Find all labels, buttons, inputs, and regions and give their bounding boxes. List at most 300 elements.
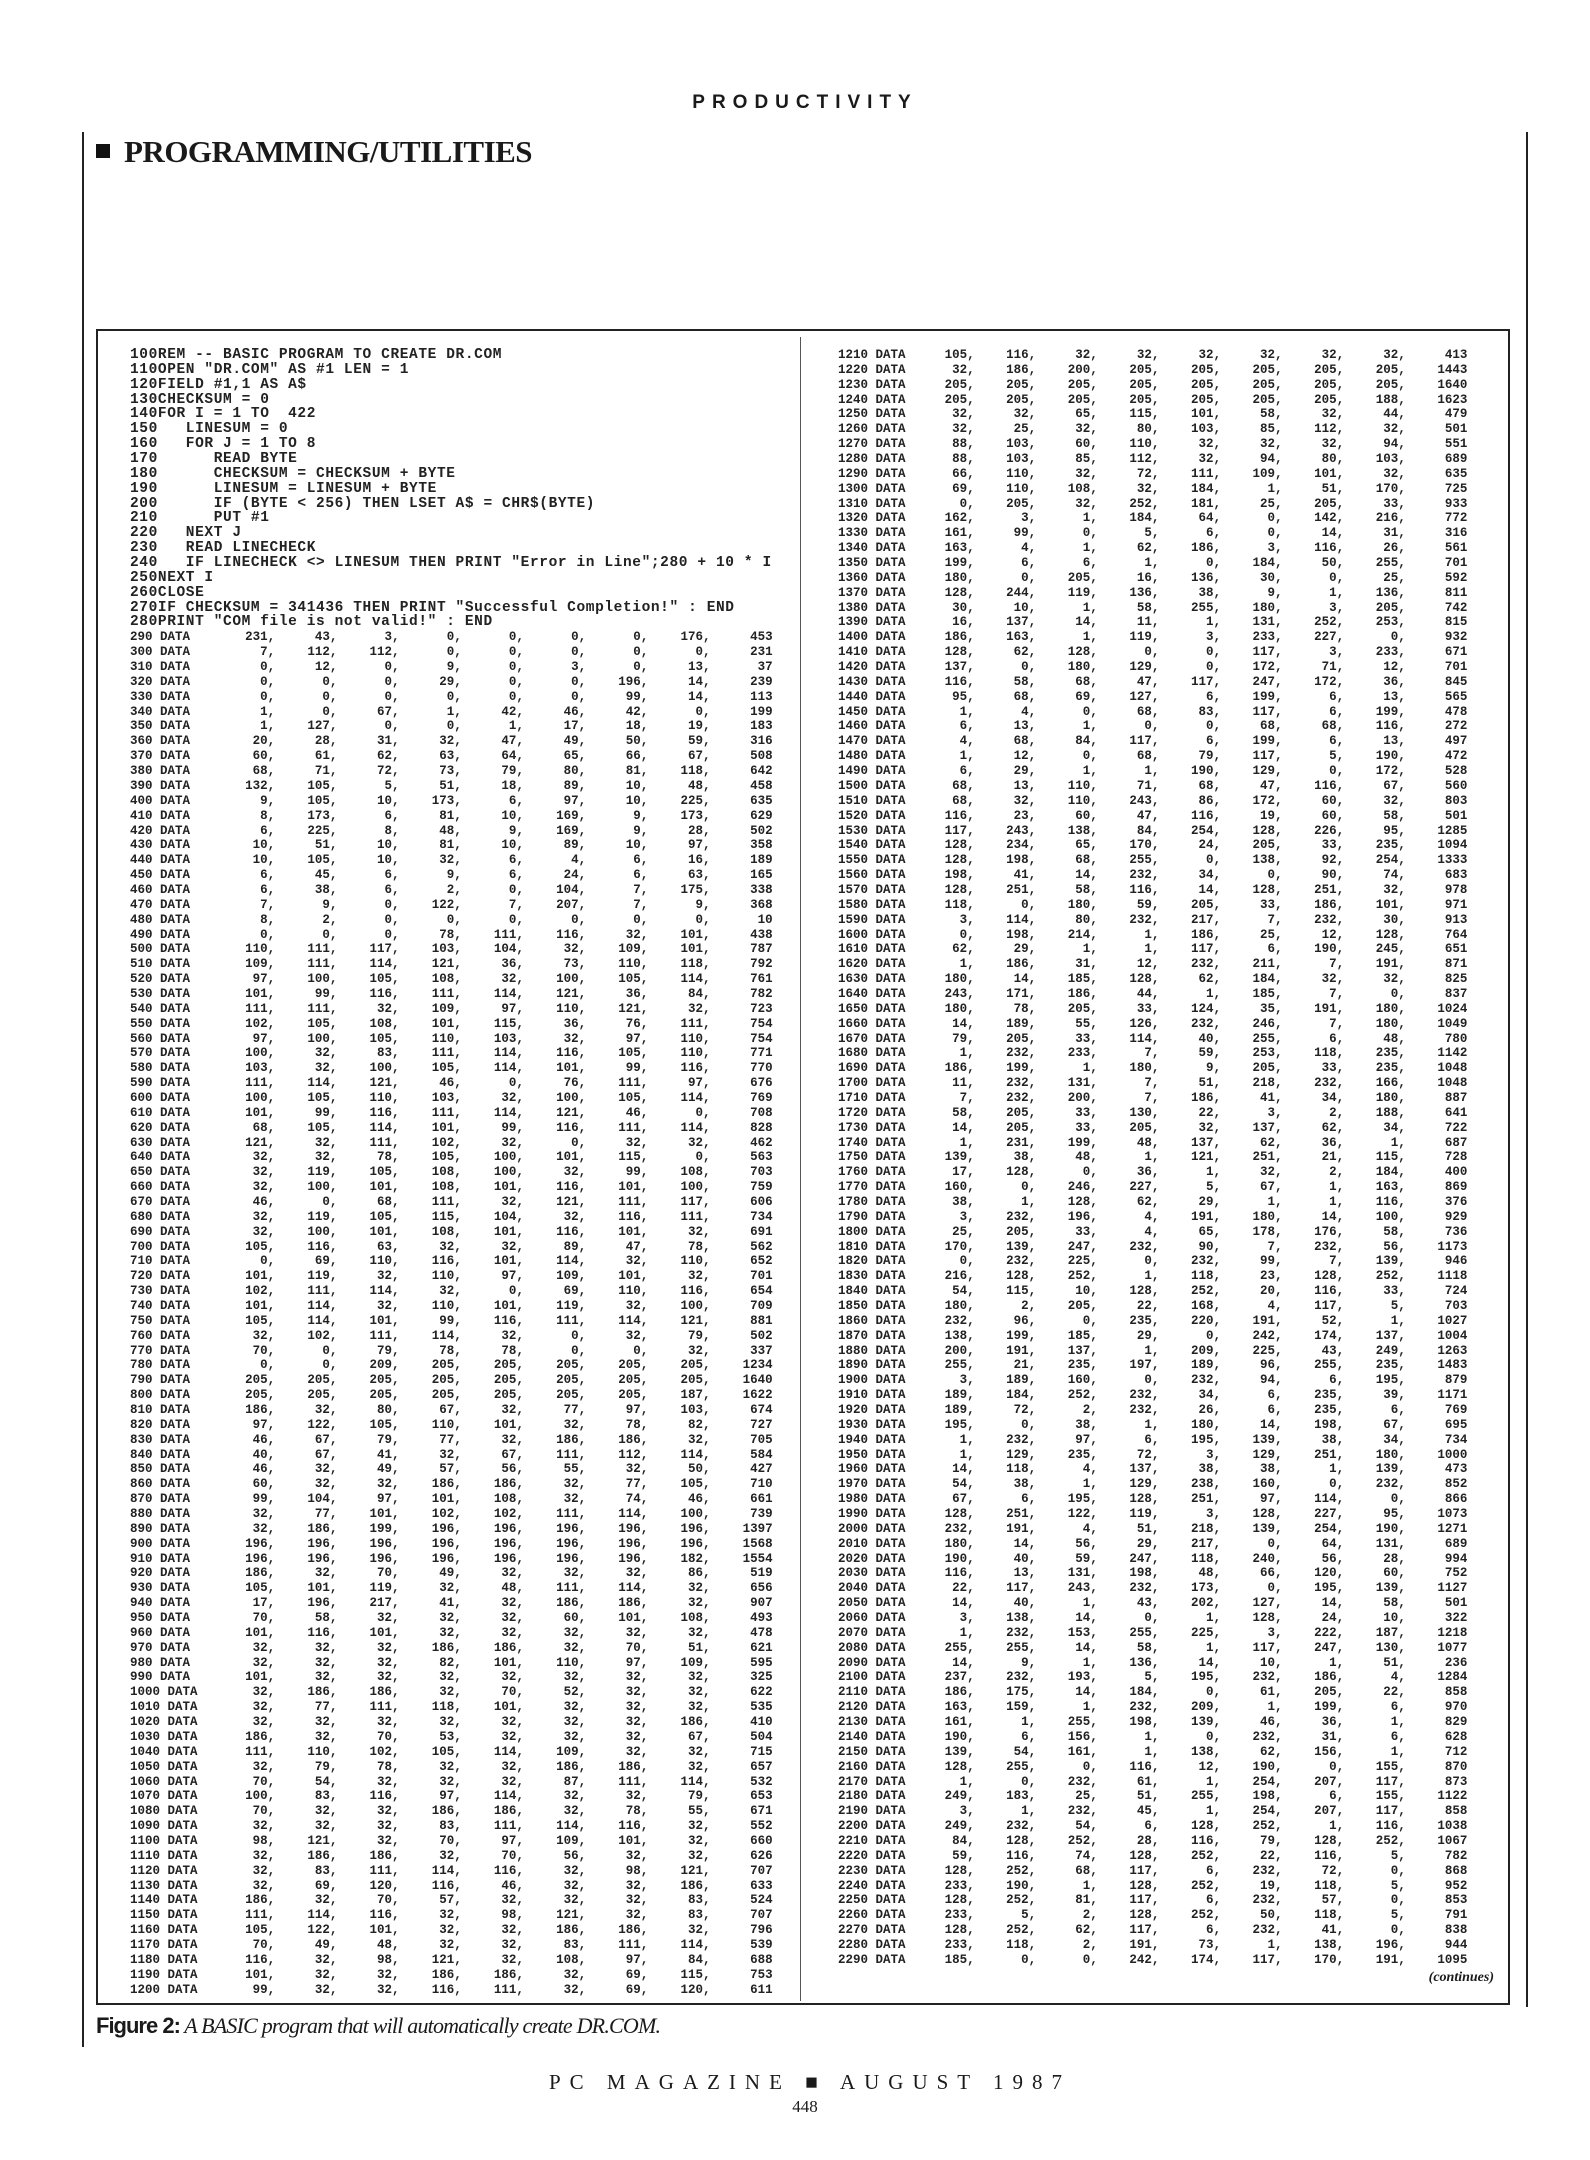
data-byte: 32 , — [213, 1819, 275, 1834]
data-line — [838, 1908, 1508, 1923]
data-line — [130, 1269, 790, 1284]
data-keyword: DATA — [875, 823, 906, 838]
data-keyword: DATA — [167, 1878, 198, 1893]
data-byte: 246 , — [1221, 1017, 1283, 1032]
data-byte: 70 , — [337, 1893, 399, 1908]
data-line — [838, 1537, 1508, 1552]
data-byte: 1 , — [1098, 556, 1160, 571]
data-line — [838, 1581, 1508, 1596]
data-byte: 180 , — [1159, 1418, 1221, 1433]
data-byte: 68 , — [1098, 749, 1160, 764]
data-byte: 6 , — [1283, 734, 1345, 749]
data-byte: 74 , — [1036, 1849, 1098, 1864]
data-byte: 116 , — [586, 1210, 648, 1225]
data-keyword: DATA — [875, 838, 906, 853]
line-checksum: 782 — [1444, 1848, 1468, 1863]
data-byte: 32 , — [524, 1477, 586, 1492]
data-byte: 205 , — [975, 1225, 1037, 1240]
line-checksum: 528 — [1444, 764, 1468, 779]
data-keyword: DATA — [160, 1432, 191, 1447]
data-byte: 32 , — [1283, 407, 1345, 422]
data-byte: 97 , — [586, 1656, 648, 1671]
line-prefix — [130, 1418, 213, 1433]
data-byte: 68 , — [337, 1195, 399, 1210]
line-checksum: 565 — [1444, 689, 1468, 704]
data-line — [838, 1477, 1508, 1492]
data-byte: 104 , — [524, 883, 586, 898]
data-byte: 14 , — [1283, 526, 1345, 541]
data-byte: 0 , — [1036, 749, 1098, 764]
column-divider — [800, 337, 801, 2001]
data-byte: 76 , — [586, 1017, 648, 1032]
data-byte: 101 , — [213, 1299, 275, 1314]
data-keyword: DATA — [160, 674, 191, 689]
data-byte: 220 , — [1159, 1314, 1221, 1329]
line-number: 1260 — [838, 422, 869, 437]
data-byte: 111 , — [400, 987, 462, 1002]
data-byte: 58 , — [1098, 601, 1160, 616]
line-number: 890 — [130, 1521, 153, 1536]
data-byte: 172 , — [1344, 764, 1406, 779]
data-keyword: DATA — [875, 1833, 906, 1848]
line-checksum: 606 — [750, 1194, 773, 1209]
data-byte: 102 , — [400, 1507, 462, 1522]
data-byte: 7 , — [1283, 1017, 1345, 1032]
data-byte: 120 , — [648, 1983, 710, 1998]
line-prefix — [838, 1210, 913, 1225]
code-text: READ LINECHECK — [157, 540, 317, 557]
data-byte: 199 , — [913, 556, 975, 571]
data-byte: 209 , — [1159, 1344, 1221, 1359]
line-checksum: 316 — [750, 734, 773, 749]
data-byte: 54 , — [275, 1775, 337, 1790]
line-prefix — [130, 690, 213, 705]
data-line — [838, 1804, 1508, 1819]
data-byte: 101 , — [1159, 407, 1221, 422]
data-line — [130, 1745, 790, 1760]
data-byte: 0 , — [524, 1329, 586, 1344]
line-prefix — [130, 1656, 213, 1671]
data-byte: 184 , — [1221, 556, 1283, 571]
line-prefix — [130, 645, 213, 660]
line-number: 1560 — [838, 868, 869, 883]
data-line — [130, 1388, 790, 1403]
data-keyword: DATA — [160, 1001, 191, 1016]
data-byte: 112 , — [1283, 422, 1345, 437]
data-byte: 44 , — [1098, 987, 1160, 1002]
line-prefix — [838, 913, 913, 928]
data-byte: 128 , — [913, 586, 975, 601]
line-prefix — [130, 1953, 213, 1968]
data-byte: 110 , — [213, 942, 275, 957]
line-number: 290 — [130, 630, 153, 645]
data-byte: 2 , — [400, 883, 462, 898]
data-byte: 0 , — [524, 1136, 586, 1151]
data-byte: 103 , — [462, 1032, 524, 1047]
line-checksum: 1285 — [1437, 823, 1468, 838]
data-byte: 62 , — [975, 645, 1037, 660]
data-byte: 2 , — [975, 1299, 1037, 1314]
data-byte: 32 , — [1344, 794, 1406, 809]
data-byte: 119 , — [275, 1210, 337, 1225]
data-keyword: DATA — [167, 1848, 198, 1863]
data-keyword: DATA — [875, 1209, 906, 1224]
line-number: 1640 — [838, 986, 869, 1001]
line-number: 1810 — [838, 1239, 869, 1254]
data-byte: 205 , — [213, 1373, 275, 1388]
data-byte: 5 , — [1344, 1908, 1406, 1923]
data-byte: 70 , — [400, 1834, 462, 1849]
data-byte: 32 , — [648, 1700, 710, 1715]
data-byte: 32 , — [1159, 348, 1221, 363]
data-byte: 97 , — [524, 794, 586, 809]
data-byte: 49 , — [400, 1566, 462, 1581]
data-byte: 198 , — [913, 868, 975, 883]
line-checksum: 524 — [750, 1893, 773, 1908]
data-byte: 65 , — [1036, 838, 1098, 853]
data-byte: 114 , — [1098, 1032, 1160, 1047]
data-byte: 183 , — [975, 1789, 1037, 1804]
data-byte: 7 , — [462, 898, 524, 913]
data-byte: 196 , — [462, 1552, 524, 1567]
data-byte: 186 , — [648, 1879, 710, 1894]
data-byte: 105 , — [337, 1418, 399, 1433]
line-number: 1550 — [838, 853, 869, 868]
line-number: 2080 — [838, 1640, 869, 1655]
line-prefix — [130, 1165, 213, 1180]
line-checksum: 725 — [1444, 481, 1468, 496]
data-byte: 83 , — [275, 1789, 337, 1804]
data-byte: 8 , — [213, 913, 275, 928]
data-byte: 111 , — [586, 1076, 648, 1091]
data-keyword: DATA — [875, 1135, 906, 1150]
data-byte: 100 , — [337, 1061, 399, 1076]
data-keyword: DATA — [160, 1016, 191, 1031]
data-byte: 1 , — [1283, 586, 1345, 601]
data-byte: 121 , — [400, 957, 462, 972]
data-byte: 110 , — [400, 1032, 462, 1047]
data-keyword: DATA — [875, 704, 906, 719]
data-byte: 0 , — [586, 630, 648, 645]
data-byte: 7 , — [586, 898, 648, 913]
data-byte: 84 , — [913, 1834, 975, 1849]
data-byte: 128 , — [913, 645, 975, 660]
data-byte: 1 , — [1036, 1656, 1098, 1671]
data-byte: 104 , — [275, 1492, 337, 1507]
data-byte: 128 , — [1036, 1195, 1098, 1210]
data-byte: 100 , — [524, 1091, 586, 1106]
line-checksum: 479 — [1444, 407, 1468, 422]
data-byte: 253 , — [1344, 615, 1406, 630]
line-number: 420 — [130, 823, 153, 838]
data-line — [130, 1641, 790, 1656]
data-byte: 0 , — [400, 690, 462, 705]
data-byte: 9 , — [213, 794, 275, 809]
data-byte: 10 , — [1344, 1611, 1406, 1626]
data-byte: 99 , — [213, 1983, 275, 1998]
data-byte: 41 , — [1283, 1923, 1345, 1938]
data-byte: 180 , — [1221, 1210, 1283, 1225]
data-byte: 1 , — [1221, 1938, 1283, 1953]
data-byte: 32 , — [337, 1477, 399, 1492]
data-byte: 100 , — [462, 1165, 524, 1180]
data-byte: 111 , — [275, 1284, 337, 1299]
line-checksum: 551 — [1444, 437, 1468, 452]
data-byte: 10 , — [586, 779, 648, 794]
data-byte: 8 , — [213, 809, 275, 824]
data-byte: 191 , — [1098, 1938, 1160, 1953]
line-checksum: 358 — [750, 838, 773, 853]
line-prefix — [838, 1849, 913, 1864]
data-byte: 98 , — [213, 1834, 275, 1849]
data-keyword: DATA — [875, 1328, 906, 1343]
data-byte: 31 , — [1036, 957, 1098, 972]
data-byte: 58 , — [1036, 883, 1098, 898]
data-byte: 232 , — [1098, 1581, 1160, 1596]
data-byte: 6 , — [975, 1492, 1037, 1507]
data-keyword: DATA — [875, 1655, 906, 1670]
data-byte: 252 , — [1036, 1834, 1098, 1849]
line-number: 260 — [130, 584, 158, 601]
data-byte: 209 , — [337, 1358, 399, 1373]
data-byte: 55 , — [1036, 1017, 1098, 1032]
data-line — [838, 1388, 1508, 1403]
data-byte: 32 , — [400, 1240, 462, 1255]
line-prefix — [838, 437, 913, 452]
line-checksum: 1073 — [1437, 1507, 1468, 1522]
line-prefix — [838, 1373, 913, 1388]
data-byte: 101 , — [337, 1626, 399, 1641]
data-byte: 58 , — [1344, 1596, 1406, 1611]
data-byte: 6 , — [975, 1730, 1037, 1745]
line-prefix — [130, 1730, 213, 1745]
data-line — [838, 972, 1508, 987]
data-byte: 232 , — [1159, 1373, 1221, 1388]
data-line — [130, 779, 790, 794]
line-number: 2060 — [838, 1611, 869, 1626]
data-line — [130, 987, 790, 1002]
data-byte: 32 , — [275, 1641, 337, 1656]
data-byte: 58 , — [1098, 1641, 1160, 1656]
data-byte: 68 , — [1098, 705, 1160, 720]
data-byte: 48 , — [1344, 1032, 1406, 1047]
data-byte: 4 , — [1344, 1670, 1406, 1685]
data-byte: 38 , — [913, 1195, 975, 1210]
data-byte: 14 , — [1036, 615, 1098, 630]
line-checksum: 873 — [1444, 1774, 1468, 1789]
data-byte: 180 , — [1344, 1002, 1406, 1017]
data-byte: 7 , — [1098, 1046, 1160, 1061]
line-number: 1140 — [130, 1893, 161, 1908]
data-byte: 180 , — [913, 1537, 975, 1552]
data-byte: 235 , — [1036, 1448, 1098, 1463]
code-text: CLOSE — [157, 584, 205, 601]
data-byte: 1 , — [1344, 1314, 1406, 1329]
data-byte: 32 , — [213, 1685, 275, 1700]
data-byte: 79 , — [648, 1329, 710, 1344]
line-prefix — [130, 1685, 213, 1700]
data-byte: 180 , — [1344, 1017, 1406, 1032]
data-byte: 116 , — [337, 1908, 399, 1923]
data-line — [130, 1819, 790, 1834]
line-checksum: 1077 — [1437, 1640, 1468, 1655]
data-byte: 101 , — [462, 1656, 524, 1671]
data-byte: 22 , — [1221, 1849, 1283, 1864]
line-number: 1980 — [838, 1492, 869, 1507]
data-byte: 0 , — [275, 1195, 337, 1210]
line-prefix — [838, 1180, 913, 1195]
data-byte: 136 , — [1344, 586, 1406, 601]
line-prefix — [838, 1106, 913, 1121]
data-byte: 32 , — [275, 1968, 337, 1983]
data-byte: 111 , — [524, 1448, 586, 1463]
data-byte: 0 , — [337, 719, 399, 734]
data-byte: 65 , — [1159, 1225, 1221, 1240]
data-byte: 60 , — [1283, 794, 1345, 809]
data-line — [838, 556, 1508, 571]
data-keyword: DATA — [875, 1120, 906, 1135]
data-byte: 62 , — [337, 749, 399, 764]
data-keyword: DATA — [160, 689, 191, 704]
data-byte: 128 , — [1098, 1492, 1160, 1507]
data-byte: 6 , — [1283, 1373, 1345, 1388]
code-text: IF (BYTE < 256) THEN LSET A$ = CHR$(BYTE) — [157, 495, 596, 512]
line-prefix — [838, 705, 913, 720]
data-byte: 186 , — [400, 1968, 462, 1983]
line-checksum: 771 — [750, 1046, 773, 1061]
data-byte: 198 , — [1098, 1566, 1160, 1581]
data-byte: 110 , — [586, 957, 648, 972]
data-byte: 184 , — [1098, 511, 1160, 526]
line-number: 1030 — [130, 1729, 161, 1744]
data-byte: 68 , — [913, 794, 975, 809]
data-byte: 88 , — [913, 437, 975, 452]
data-byte: 9 , — [1221, 586, 1283, 601]
data-byte: 0 , — [337, 928, 399, 943]
data-byte: 232 , — [1159, 957, 1221, 972]
data-line — [838, 1760, 1508, 1775]
data-byte: 41 , — [337, 1448, 399, 1463]
data-byte: 0 , — [586, 660, 648, 675]
line-prefix — [838, 571, 913, 586]
data-byte: 62 , — [1098, 1195, 1160, 1210]
data-byte: 97 , — [1036, 1433, 1098, 1448]
line-checksum: 501 — [1444, 1596, 1468, 1611]
line-number: 1310 — [838, 496, 869, 511]
data-byte: 117 , — [337, 942, 399, 957]
data-byte: 12 , — [275, 660, 337, 675]
data-byte: 205 , — [1283, 378, 1345, 393]
data-byte: 1 , — [1098, 1418, 1160, 1433]
data-byte: 105 , — [337, 1032, 399, 1047]
data-byte: 1 , — [1036, 1879, 1098, 1894]
data-byte: 101 , — [462, 1180, 524, 1195]
data-byte: 161 , — [1036, 1745, 1098, 1760]
line-number: 1610 — [838, 942, 869, 957]
data-byte: 78 , — [648, 1240, 710, 1255]
data-byte: 32 , — [337, 1269, 399, 1284]
data-byte: 70 , — [462, 1685, 524, 1700]
line-number: 1050 — [130, 1759, 161, 1774]
data-byte: 232 , — [975, 1210, 1037, 1225]
line-number: 270 — [130, 599, 158, 616]
data-line — [130, 1314, 790, 1329]
data-line — [130, 1507, 790, 1522]
line-prefix — [838, 1462, 913, 1477]
line-prefix — [130, 749, 213, 764]
data-byte: 1 , — [1098, 1344, 1160, 1359]
line-checksum: 724 — [1444, 1284, 1468, 1299]
line-number: 120 — [130, 376, 158, 393]
data-byte: 1 , — [462, 719, 524, 734]
data-byte: 6 , — [462, 794, 524, 809]
data-byte: 77 , — [524, 1403, 586, 1418]
data-line — [130, 1775, 790, 1790]
data-keyword: DATA — [875, 689, 906, 704]
data-byte: 42 , — [586, 705, 648, 720]
data-byte: 139 , — [913, 1150, 975, 1165]
line-prefix — [130, 1596, 213, 1611]
data-byte: 0 , — [1344, 1864, 1406, 1879]
line-checksum: 1483 — [1437, 1358, 1468, 1373]
line-number: 1570 — [838, 882, 869, 897]
data-keyword: DATA — [875, 749, 906, 764]
data-keyword: DATA — [875, 868, 906, 883]
data-byte: 186 , — [524, 1760, 586, 1775]
data-byte: 227 , — [1283, 1507, 1345, 1522]
data-byte: 3 , — [1283, 645, 1345, 660]
data-byte: 186 , — [1159, 928, 1221, 943]
data-byte: 114 , — [275, 1076, 337, 1091]
line-checksum: 458 — [750, 778, 773, 793]
data-byte: 0 , — [337, 898, 399, 913]
data-keyword: DATA — [160, 1284, 191, 1299]
data-byte: 117 , — [913, 824, 975, 839]
line-prefix — [130, 1983, 213, 1998]
data-byte: 50 , — [1221, 1908, 1283, 1923]
data-byte: 1 , — [1098, 1730, 1160, 1745]
data-byte: 78 , — [975, 1002, 1037, 1017]
data-byte: 33 , — [1098, 1002, 1160, 1017]
data-byte: 139 , — [1221, 1522, 1283, 1537]
data-byte: 3 , — [913, 913, 975, 928]
data-byte: 102 , — [462, 1507, 524, 1522]
data-byte: 182 , — [648, 1552, 710, 1567]
line-number: 1000 — [130, 1685, 161, 1700]
data-byte: 0 , — [462, 675, 524, 690]
data-line — [838, 1893, 1508, 1908]
line-prefix — [130, 719, 213, 734]
data-byte: 252 , — [1344, 1269, 1406, 1284]
line-number: 1700 — [838, 1076, 869, 1091]
line-prefix — [130, 1522, 213, 1537]
line-number: 930 — [130, 1581, 153, 1596]
data-byte: 188 , — [1344, 1106, 1406, 1121]
line-prefix — [838, 482, 913, 497]
code-line — [130, 378, 790, 393]
data-byte: 14 , — [913, 1017, 975, 1032]
data-byte: 252 , — [975, 1923, 1037, 1938]
data-byte: 101 , — [586, 1269, 648, 1284]
data-line — [130, 898, 790, 913]
data-byte: 32 , — [400, 1626, 462, 1641]
line-prefix — [130, 1537, 213, 1552]
data-byte: 32 , — [1036, 497, 1098, 512]
data-byte: 116 , — [913, 1566, 975, 1581]
data-byte: 32 , — [213, 1225, 275, 1240]
data-line — [838, 1715, 1508, 1730]
data-byte: 38 , — [975, 1150, 1037, 1165]
